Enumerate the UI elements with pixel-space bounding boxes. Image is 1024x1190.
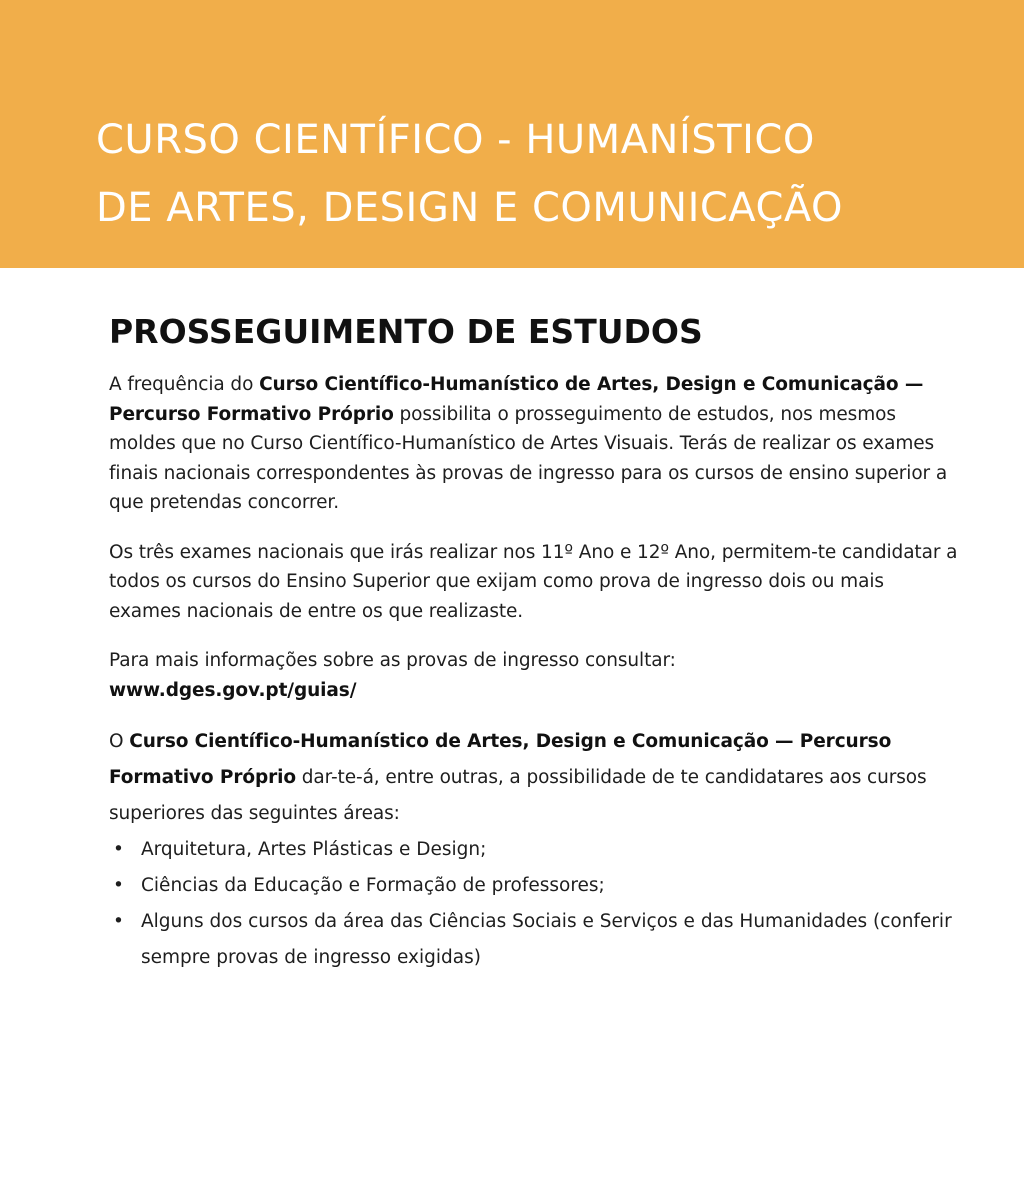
dges-link[interactable]: www.dges.gov.pt/guias/ (109, 679, 357, 701)
main-content (109, 310, 959, 976)
title-line-2: DE ARTES, DESIGN E COMUNICAÇÃO (96, 185, 844, 231)
intro-paragraph (109, 370, 959, 518)
section-title: PROSSEGUIMENTO DE ESTUDOS (109, 312, 703, 351)
list-item-text: Ciências da Educação e Formação de professores; (141, 875, 605, 896)
bullet-icon: • (113, 839, 124, 860)
list-item-text: Alguns dos cursos da área das Ciências Sociais e Serviços e das Humanidades (conferir sempre provas de ingresso exigidas) (141, 911, 952, 968)
areas-intro-end: dar-te-á, entre outras, a possibilidade de te candidatares aos cursos superiores das seguintes áreas: (109, 767, 927, 824)
list-item-text: Arquitetura, Artes Plásticas e Design; (141, 839, 487, 860)
title-line-1: CURSO CIENTÍFICO - HUMANÍSTICO (96, 117, 815, 163)
list-item (109, 904, 959, 976)
course-name-bold: Curso Científico-Humanístico de Artes, Design e Comunicação — Percurso Formativo Próprio (109, 374, 924, 425)
intro-text-start: A frequência do (109, 374, 260, 395)
info-text: Para mais informações sobre as provas de ingresso consultar: (109, 650, 676, 671)
list-item (109, 832, 959, 868)
info-paragraph (109, 646, 959, 705)
areas-intro-paragraph (109, 724, 959, 832)
bullet-icon: • (113, 875, 124, 896)
course-name-bold-2: Curso Científico-Humanístico de Artes, Design e Comunicação — Percurso Formativo Próprio (109, 731, 892, 788)
areas-intro-start: O (109, 731, 130, 752)
page-title (96, 106, 843, 242)
exams-paragraph: Os três exames nacionais que irás realizar nos 11º Ano e 12º Ano, permitem-te candidatar a todos os cursos do Ensino Superior que exijam como prova de ingresso dois ou mais exames nacionais de entre os que realizaste. (109, 541, 958, 622)
areas-list (109, 832, 959, 976)
bullet-icon: • (113, 911, 124, 932)
header-banner (0, 0, 1024, 268)
intro-text-end: possibilita o prosseguimento de estudos, nos mesmos moldes que no Curso Científico-Humanístico de Artes Visuais. Terás de realizar os exames finais nacionais correspondentes às provas de ingresso para os cursos de ensino superior a que pretendas concorrer. (109, 403, 948, 513)
list-item (109, 868, 959, 904)
